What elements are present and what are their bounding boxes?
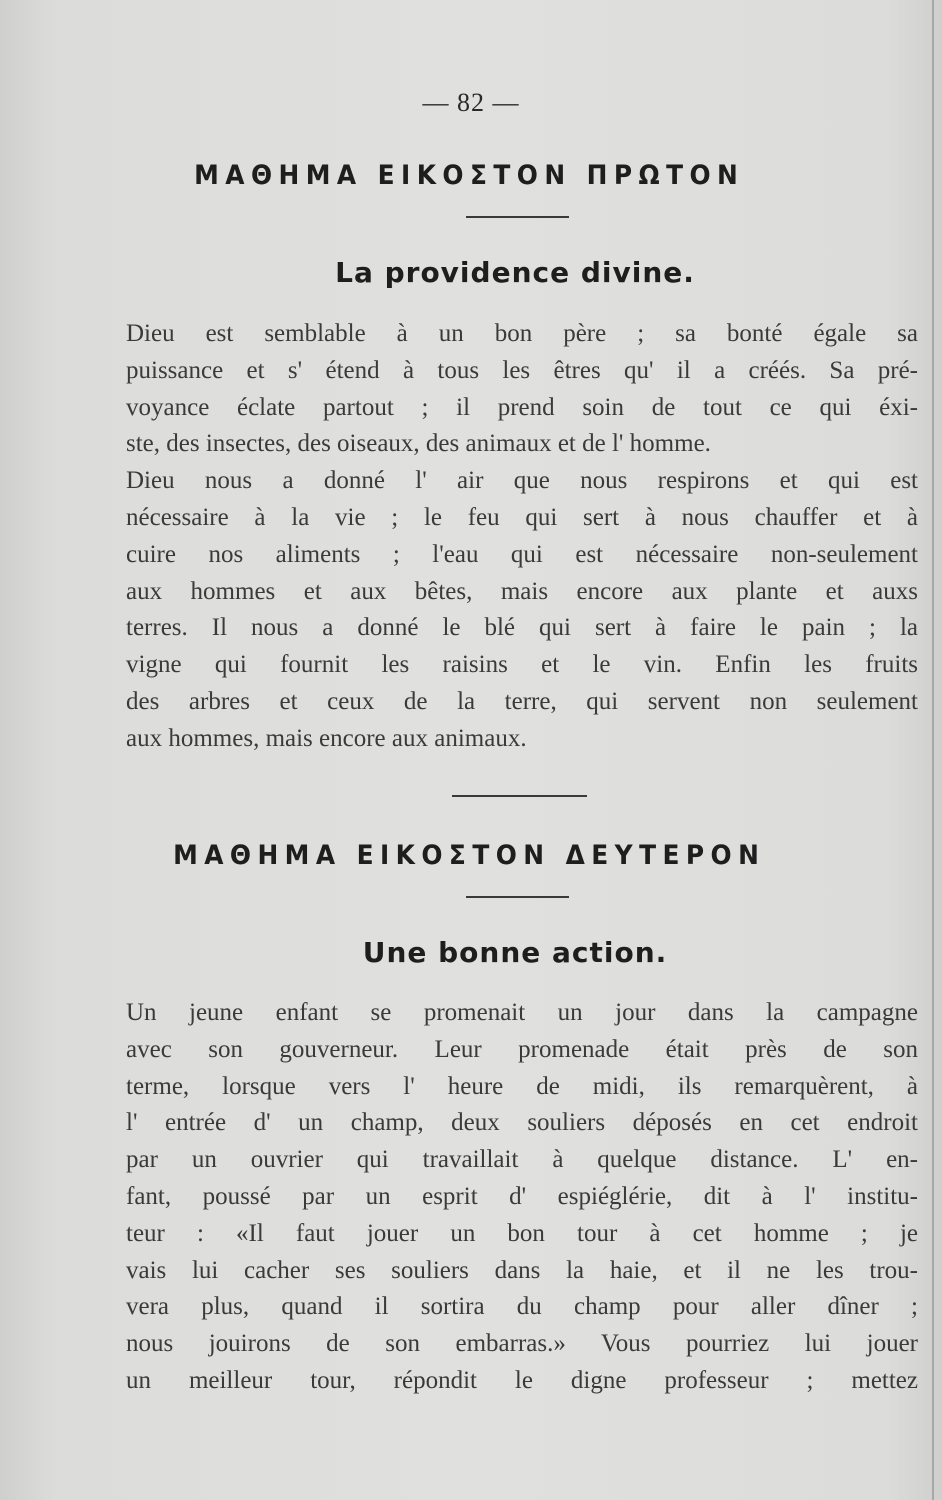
text-line: Un jeune enfant se promenait un jour dans la campagne [126, 999, 918, 1026]
text-line: terme, lorsque vers l' heure de midi, ils remarquèrent, à [126, 1072, 918, 1100]
text-line: aux hommes, mais encore aux animaux. [126, 724, 527, 752]
text-line: Dieu est semblable à un bon père ; sa bonté égale sa [126, 320, 918, 347]
text-line: teur : «Il faut jouer un bon tour à cet homme ; je [126, 1219, 918, 1247]
lesson-22-text [126, 995, 918, 1400]
text-line: voyance éclate partout ; il prend soin de tout ce qui éxi- [126, 393, 918, 421]
lesson-22-french-title: Une bonne action. [362, 936, 668, 969]
section-divider [452, 795, 587, 797]
text-line: Dieu nous a donné l' air que nous respirons et qui est [126, 467, 918, 495]
text-line: aux hommes et aux bêtes, mais encore aux plante et auxs [126, 577, 918, 605]
title-divider [466, 896, 569, 898]
text-line: des arbres et ceux de la terre, qui servent non seulement [126, 687, 918, 715]
text-line: vais lui cacher ses souliers dans la haie, et il ne les trou- [126, 1256, 918, 1284]
page-number: — 82 — [422, 88, 520, 117]
text-line: par un ouvrier qui travaillait à quelque distance. L' en- [126, 1146, 918, 1174]
text-line: ste, des insectes, des oiseaux, des animaux et de l' homme. [126, 430, 711, 458]
text-line: un meilleur tour, répondit le digne professeur ; mettez [126, 1366, 918, 1394]
page-edge [932, 0, 934, 1500]
text-line: terres. Il nous a donné le blé qui sert à faire le pain ; la [126, 614, 918, 642]
text-line: cuire nos aliments ; l'eau qui est nécessaire non-seulement [126, 540, 918, 568]
lesson-21-greek-title: ΜΑΘΗΜΑ ΕΙΚΟΣΤΟΝ ΠΡΩΤΟΝ [194, 160, 745, 191]
text-line: vigne qui fournit les raisins et le vin. Enfin les fruits [126, 651, 918, 679]
text-line: nécessaire à la vie ; le feu qui sert à nous chauffer et à [126, 503, 918, 531]
lesson-21-text [126, 316, 918, 758]
lesson-22-greek-title: ΜΑΘΗΜΑ ΕΙΚΟΣΤΟΝ ΔΕΥΤΕΡΟΝ [173, 840, 766, 871]
text-line: nous jouirons de son embarras.» Vous pourriez lui jouer [126, 1330, 918, 1358]
text-line: avec son gouverneur. Leur promenade était près de son [126, 1035, 918, 1063]
text-line: vera plus, quand il sortira du champ pour aller dîner ; [126, 1293, 918, 1321]
title-divider [466, 216, 569, 218]
text-line: puissance et s' étend à tous les êtres qu' il a créés. Sa pré- [126, 356, 918, 384]
text-line: fant, poussé par un esprit d' espiéglérie, dit à l' institu- [126, 1182, 918, 1210]
text-line: l' entrée d' un champ, deux souliers déposés en cet endroit [126, 1109, 918, 1137]
lesson-21-french-title: La providence divine. [335, 256, 695, 289]
